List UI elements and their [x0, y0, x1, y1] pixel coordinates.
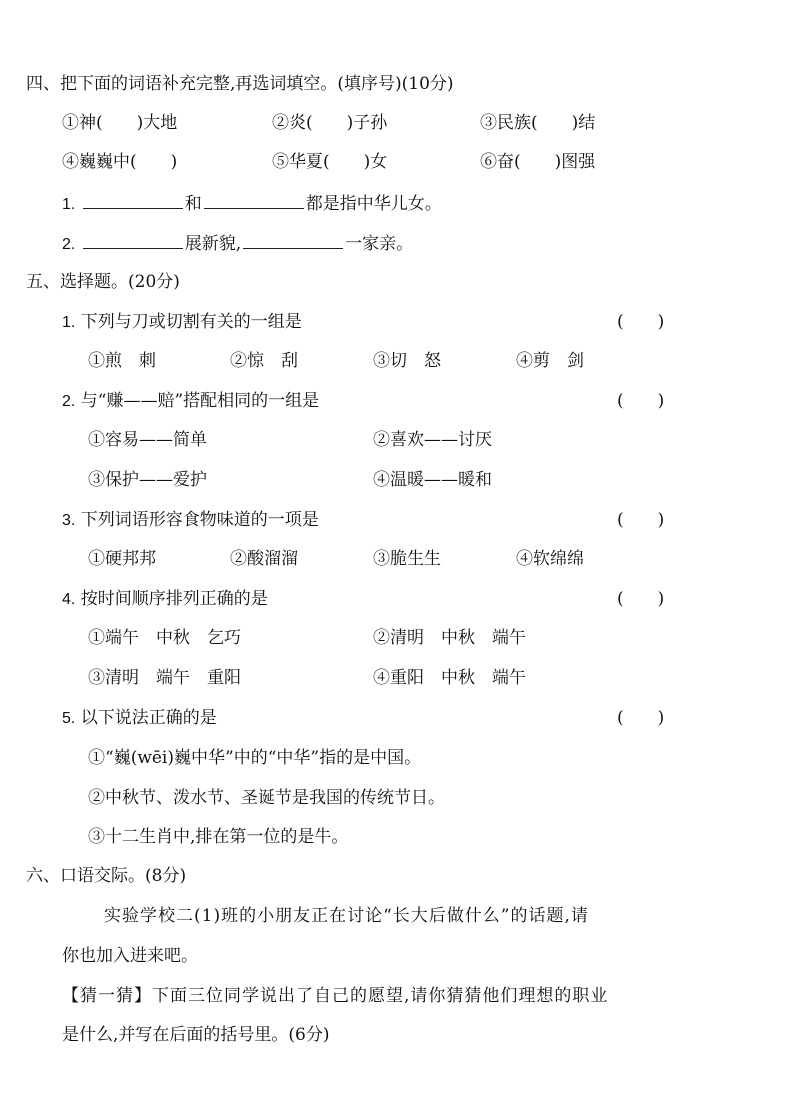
fill-sentence-1	[62, 192, 442, 214]
q4-option-2: ②清明 中秋 端午	[373, 628, 526, 648]
fill-text: 和	[184, 194, 202, 214]
question-text: 以下说法正确的是	[80, 708, 217, 728]
question-2	[62, 390, 319, 412]
question-number: 1.	[62, 314, 76, 331]
fill-text: 一家亲。	[345, 234, 414, 254]
answer-paren-3[interactable]: ( )	[617, 510, 665, 530]
word-item-3: ③民族( )结	[480, 113, 596, 133]
q4-option-4: ④重阳 中秋 端午	[373, 668, 526, 688]
question-text: 下列词语形容食物味道的一项是	[80, 510, 319, 530]
q3-option-4: ④软绵绵	[516, 549, 584, 569]
guess-line-2: 是什么,并写在后面的括号里。(6分)	[62, 1025, 330, 1045]
q5-option-2: ②中秋节、泼水节、圣诞节是我国的传统节日。	[88, 788, 445, 808]
question-3	[62, 509, 319, 531]
guess-line-1: 【猜一猜】下面三位同学说出了自己的愿望,请你猜猜他们理想的职业	[62, 986, 609, 1006]
fill-number: 2.	[62, 236, 76, 253]
q4-option-1: ①端午 中秋 乞巧	[88, 628, 241, 648]
q5-option-3: ③十二生肖中,排在第一位的是牛。	[88, 827, 349, 847]
answer-paren-5[interactable]: ( )	[617, 708, 665, 728]
q4-option-3: ③清明 端午 重阳	[88, 668, 241, 688]
section5-heading: 五、选择题。(20分)	[26, 272, 180, 292]
paragraph-line-1: 实验学校二(1)班的小朋友正在讨论“长大后做什么”的话题,请	[104, 906, 589, 926]
q1-option-3: ③切 怒	[373, 351, 441, 371]
word-item-1: ①神( )大地	[62, 113, 178, 133]
fill-blank[interactable]	[83, 192, 183, 209]
question-text: 下列与刀或切割有关的一组是	[80, 312, 302, 332]
q1-option-2: ②惊 刮	[230, 351, 298, 371]
question-number: 5.	[62, 710, 76, 727]
section6-heading: 六、口语交际。(8分)	[26, 866, 187, 886]
word-item-6: ⑥奋( )图强	[480, 152, 596, 172]
word-item-4: ④巍巍中( )	[62, 152, 178, 172]
q2-option-3: ③保护——爱护	[88, 470, 207, 490]
fill-sentence-2	[62, 232, 413, 254]
question-number: 4.	[62, 591, 76, 608]
q5-option-1: ①“巍(wēi)巍中华”中的“中华”指的是中国。	[88, 748, 422, 768]
question-5	[62, 707, 217, 729]
answer-paren-2[interactable]: ( )	[617, 391, 665, 411]
q1-option-4: ④剪 剑	[516, 351, 584, 371]
fill-number: 1.	[62, 196, 76, 213]
q3-option-1: ①硬邦邦	[88, 549, 156, 569]
question-text: 与“赚——赔”搭配相同的一组是	[80, 391, 320, 411]
question-text: 按时间顺序排列正确的是	[80, 589, 268, 609]
q3-option-3: ③脆生生	[373, 549, 441, 569]
question-1	[62, 311, 302, 333]
question-number: 2.	[62, 393, 76, 410]
question-number: 3.	[62, 512, 76, 529]
fill-blank[interactable]	[243, 232, 343, 249]
fill-blank[interactable]	[204, 192, 304, 209]
word-item-2: ②炎( )子孙	[272, 113, 388, 133]
q3-option-2: ②酸溜溜	[230, 549, 298, 569]
q2-option-2: ②喜欢——讨厌	[373, 430, 492, 450]
q2-option-1: ①容易——简单	[88, 430, 207, 450]
fill-blank[interactable]	[83, 232, 183, 249]
q2-option-4: ④温暖——暖和	[373, 470, 492, 490]
section4-heading: 四、把下面的词语补充完整,再选词填空。(填序号)(10分)	[26, 74, 454, 94]
fill-text: 都是指中华儿女。	[305, 194, 442, 214]
answer-paren-4[interactable]: ( )	[617, 589, 665, 609]
question-4	[62, 588, 268, 610]
paragraph-line-2: 你也加入进来吧。	[62, 946, 198, 966]
answer-paren-1[interactable]: ( )	[617, 312, 665, 332]
word-item-5: ⑤华夏( )女	[272, 152, 388, 172]
fill-text: 展新貌,	[184, 234, 242, 254]
q1-option-1: ①煎 刺	[88, 351, 156, 371]
